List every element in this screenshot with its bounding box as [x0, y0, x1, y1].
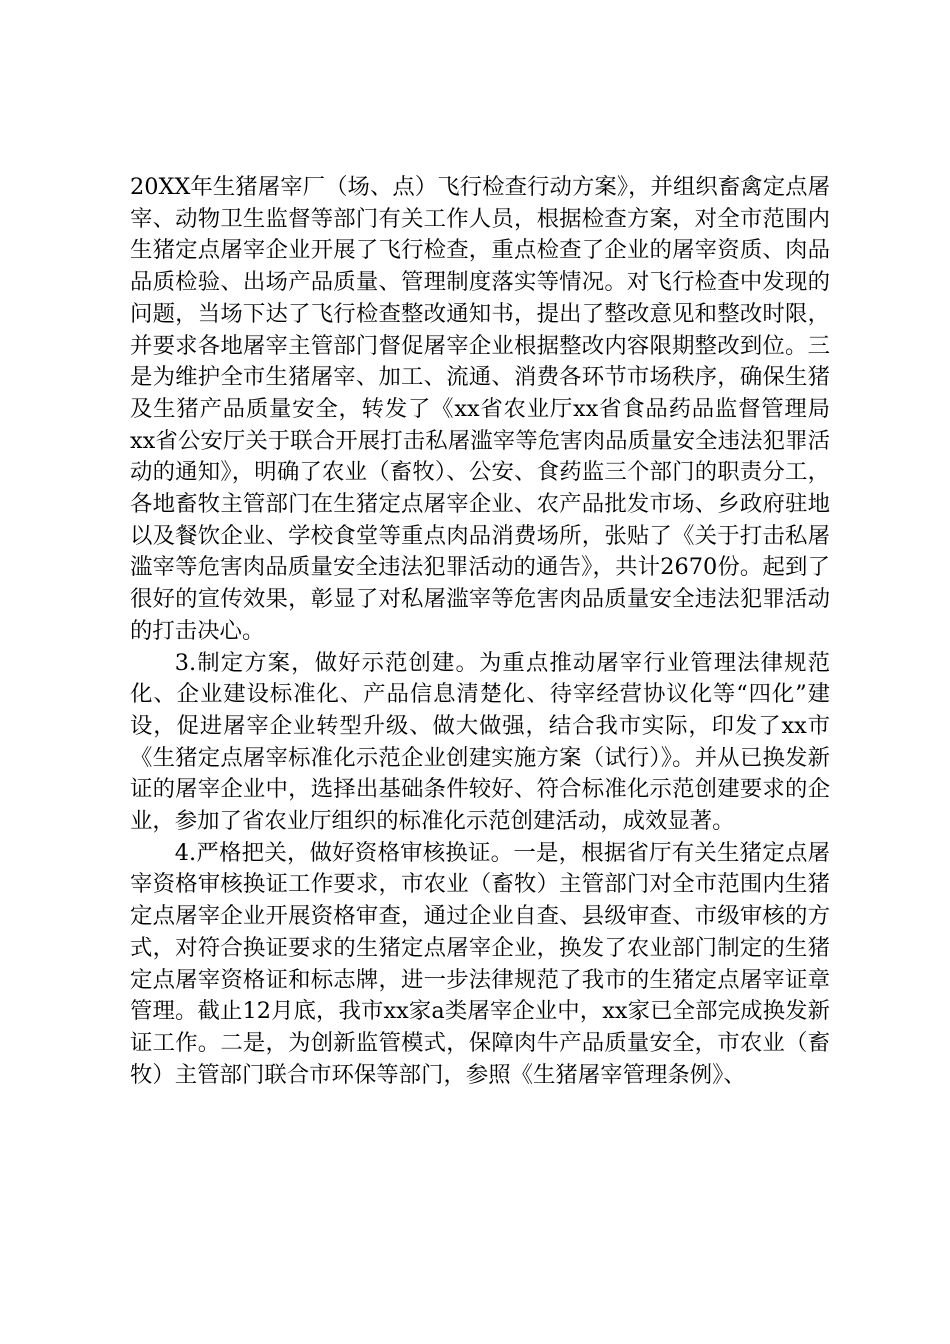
document-body: [130, 172, 830, 1091]
paragraph-item-3: 3.制定方案，做好示范创建。为重点推动屠宰行业管理法律规范化、企业建设标准化、产品信息清楚化、待宰经营协议化等“四化”建设，促进屠宰企业转型升级、做大做强，结合我市实际，印发了xx市《生猪定点屠宰标准化示范企业创建实施方案（试行）》。并从已换发新证的屠宰企业中，选择出基础条件较好、符合标准化示范创建要求的企业，参加了省农业厅组织的标准化示范创建活动，成效显著。: [130, 649, 830, 835]
paragraph-continuation: 20XX年生猪屠宰厂（场、点）飞行检查行动方案》，并组织畜禽定点屠宰、动物卫生监督等部门有关工作人员，根据检查方案，对全市范围内生猪定点屠宰企业开展了飞行检查，重点检查了企业的屠宰资质、肉品品质检验、出场产品质量、管理制度落实等情况。对飞行检查中发现的问题，当场下达了飞行检查整改通知书，提出了整改意见和整改时限，并要求各地屠宰主管部门督促屠宰企业根据整改内容限期整改到位。三是为维护全市生猪屠宰、加工、流通、消费各环节市场秩序，确保生猪及生猪产品质量安全，转发了《xx省农业厅xx省食品药品监督管理局xx省公安厅关于联合开展打击私屠滥宰等危害肉品质量安全违法犯罪活动的通知》，明确了农业（畜牧）、公安、食药监三个部门的职责分工，各地畜牧主管部门在生猪定点屠宰企业、农产品批发市场、乡政府驻地以及餐饮企业、学校食堂等重点肉品消费场所，张贴了《关于打击私屠滥宰等危害肉品质量安全违法犯罪活动的通告》，共计2670份。起到了很好的宣传效果，彰显了对私屠滥宰等危害肉品质量安全违法犯罪活动的打击决心。: [130, 174, 830, 644]
paragraph-item-4: 4.严格把关，做好资格审核换证。一是，根据省厅有关生猪定点屠宰资格审核换证工作要求，市农业（畜牧）主管部门对全市范围内生猪定点屠宰企业开展资格审查，通过企业自查、县级审查、市级审核的方式，对符合换证要求的生猪定点屠宰企业，换发了农业部门制定的生猪定点屠宰资格证和标志牌，进一步法律规范了我市的生猪定点屠宰证章管理。截止12月底，我市xx家a类屠宰企业中，xx家已全部完成换发新证工作。二是，为创新监管模式，保障肉牛产品质量安全，市农业（畜牧）主管部门联合市环保等部门，参照《生猪屠宰管理条例》、: [130, 839, 830, 1088]
